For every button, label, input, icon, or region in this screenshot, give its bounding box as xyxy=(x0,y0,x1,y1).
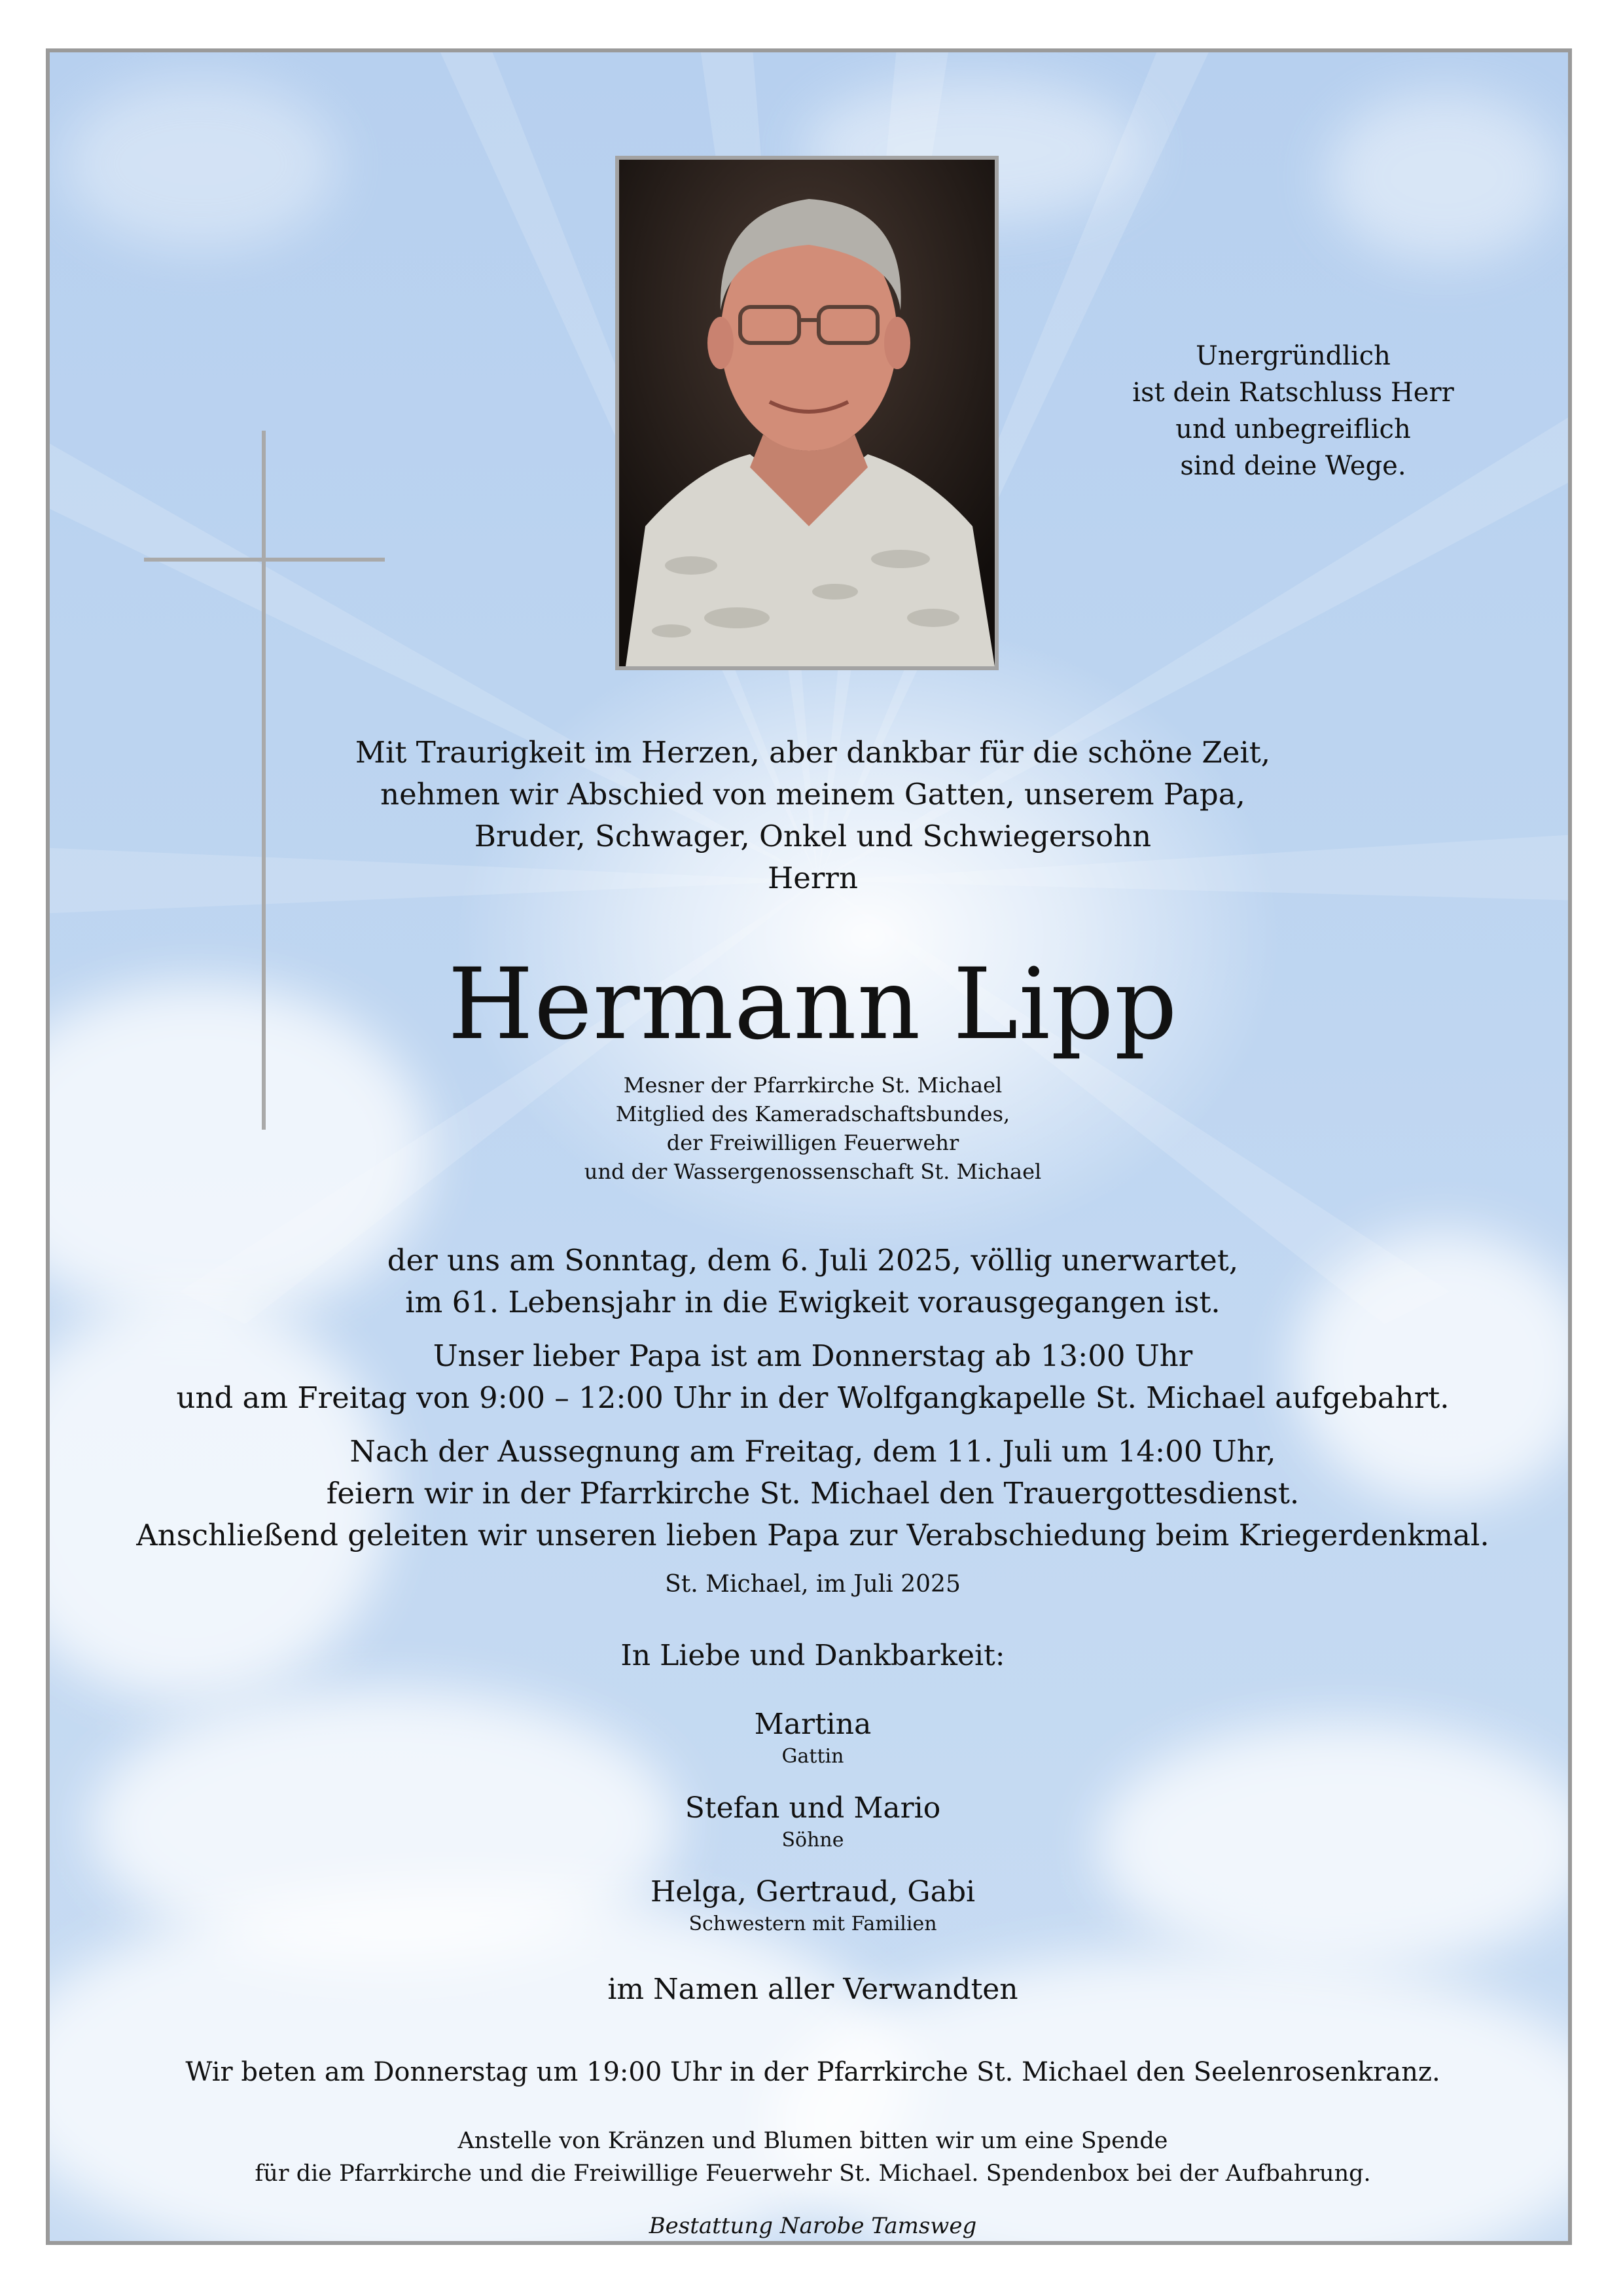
cross-horizontal-bar xyxy=(144,558,385,562)
intro-line: Herrn xyxy=(768,861,858,895)
text-line: Anschließend geleiten wir unseren lieben Papa zur Verabschiedung beim Kriegerdenkmal. xyxy=(136,1518,1489,1552)
text-line: im 61. Lebensjahr in die Ewigkeit vorausgegangen ist. xyxy=(405,1285,1221,1319)
title-line: Mitglied des Kameradschaftsbundes, xyxy=(615,1102,1010,1126)
mourner-name: Helga, Gertraud, Gabi xyxy=(650,1875,976,1909)
text-line: feiern wir in der Pfarrkirche St. Michael den Trauergottesdienst. xyxy=(326,1476,1300,1511)
bible-verse xyxy=(1110,338,1476,484)
deceased-titles xyxy=(50,1071,1572,1186)
rosary-info: Wir beten am Donnerstag um 19:00 Uhr in der Pfarrkirche St. Michael den Seelenrosenkranz. xyxy=(185,2057,1440,2087)
title-line: Mesner der Pfarrkirche St. Michael xyxy=(623,1073,1003,1098)
laying-out-info xyxy=(50,1335,1572,1419)
text-line: Anstelle von Kränzen und Blumen bitten wir um eine Spende xyxy=(457,2128,1168,2154)
title-line: der Freiwilligen Feuerwehr xyxy=(666,1130,959,1155)
intro-line: Bruder, Schwager, Onkel und Schwiegersohn xyxy=(474,819,1152,853)
obituary-frame xyxy=(46,48,1572,2245)
text-line: Unser lieber Papa ist am Donnerstag ab 13:00 Uhr xyxy=(433,1338,1193,1373)
funeral-info xyxy=(50,1431,1572,1556)
verse-line: Unergründlich xyxy=(1196,341,1391,371)
mourner-role: Gattin xyxy=(781,1745,844,1768)
portrait-figure xyxy=(619,160,995,666)
title-line: und der Wassergenossenschaft St. Michael xyxy=(584,1159,1042,1184)
text-line: und am Freitag von 9:00 – 12:00 Uhr in der Wolfgangkapelle St. Michael aufgebahrt. xyxy=(176,1380,1450,1415)
mourner xyxy=(50,1873,1572,1937)
undertaker-signature: Bestattung Narobe Tamsweg xyxy=(649,2213,977,2239)
text-line: für die Pfarrkirche und die Freiwillige Feuerwehr St. Michael. Spendenbox bei der Aufbahrung. xyxy=(255,2161,1371,2187)
mourner-role: Söhne xyxy=(781,1829,844,1852)
mourners-list xyxy=(50,1706,1572,1957)
deceased-name: Hermann Lipp xyxy=(448,948,1178,1062)
mourner-name: Stefan und Mario xyxy=(685,1791,941,1825)
verse-line: und unbegreiflich xyxy=(1175,414,1411,444)
portrait-photo xyxy=(615,156,999,670)
death-notice xyxy=(50,1240,1572,1323)
intro-line: nehmen wir Abschied von meinem Gatten, unserem Papa, xyxy=(380,777,1245,812)
love-line: In Liebe und Dankbarkeit: xyxy=(620,1639,1005,1672)
mourner-name: Martina xyxy=(754,1708,872,1741)
mourner xyxy=(50,1706,1572,1770)
relatives-line: im Namen aller Verwandten xyxy=(607,1973,1018,2006)
intro-text xyxy=(50,732,1572,899)
place-date: St. Michael, im Juli 2025 xyxy=(665,1571,961,1598)
verse-line: sind deine Wege. xyxy=(1180,451,1406,481)
text-line: Nach der Aussegnung am Freitag, dem 11. Juli um 14:00 Uhr, xyxy=(349,1434,1276,1469)
intro-line: Mit Traurigkeit im Herzen, aber dankbar für die schöne Zeit, xyxy=(355,735,1271,770)
verse-line: ist dein Ratschluss Herr xyxy=(1132,378,1454,408)
text-line: der uns am Sonntag, dem 6. Juli 2025, völlig unerwartet, xyxy=(387,1243,1239,1278)
mourner-role: Schwestern mit Familien xyxy=(688,1912,937,1935)
mourner xyxy=(50,1789,1572,1854)
donation-request xyxy=(50,2125,1572,2190)
